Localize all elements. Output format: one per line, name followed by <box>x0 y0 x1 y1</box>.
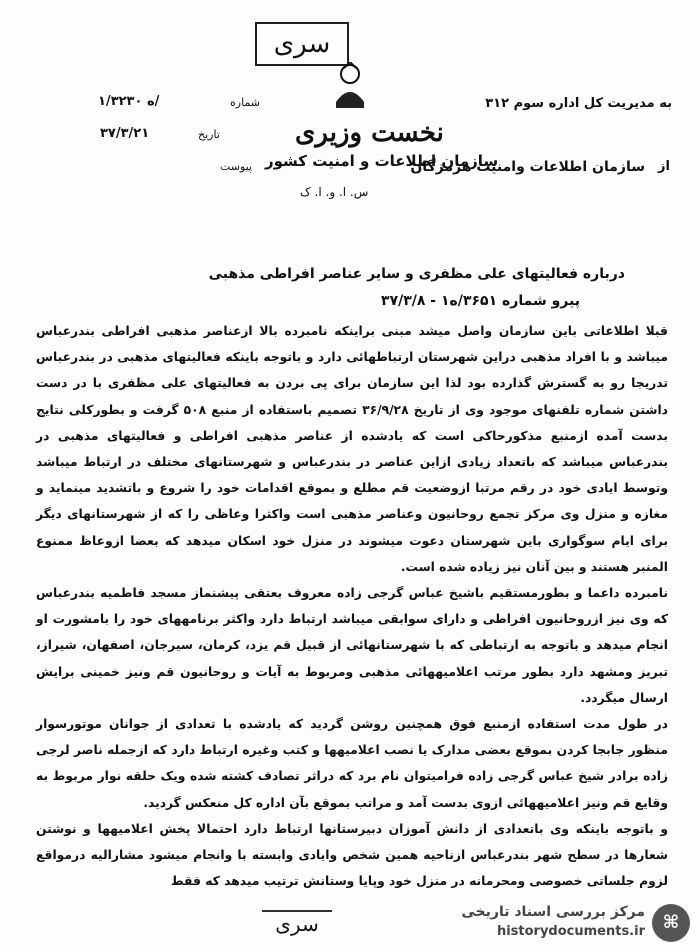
bottom-classification-mark: سری <box>262 910 332 942</box>
reference-line: پیرو شماره ۳۶۵۱/ه۱ - ۳۷/۳/۸ <box>381 293 580 309</box>
date-value: ۳۷/۳/۲۱ <box>100 126 150 141</box>
watermark-title: مرکز بررسی اسناد تاریخی <box>461 904 645 920</box>
body-paragraph: در طول مدت استفاده ازمنبع فوق همچنین روشن گردید که یادشده با تعدادی از جوانان موتورسوار منظور جابجا کردن بموقع بعضی مدارک یا نصب اعلامیهها و کتب وغیره ارتباط دارد که ازجمله ناصر لرجی زاده برادر شیخ عباس گرجی زاده فرامیتوان نام برد که دراثر تصادف کشته شده ویک حلقه نوار مربوط به وقایع قم ونیز اعلامیههائی ازوی بدست آمد و مراتب بموقع بآن اداره کل منعکس گردید. <box>36 717 668 810</box>
archive-watermark <box>378 904 690 944</box>
subject-line: درباره فعالیتهای علی مظفری و سایر عناصر افراطی مذهبی <box>208 266 625 282</box>
body-paragraph: قبلا اطلاعاتی باین سازمان واصل میشد مبنی براینکه نامبرده بالا ازعناصر مذهبی افراطی بندرعباس میباشد و با افراد مذهبی دراین شهرستان ارتباطهائی دارد و باتوجه باینکه فعالیتهای مذهبی در بندرعباس تدریجا رو به گسترش گذارده بود لذا این سازمان برای پی بردن به فعالیتهای علی مظفری با در دست داشتن شماره تلفنهای موجود وی از تاریخ ۳۶/۹/۲۸ تصمیم باستفاده از منبع ۵۰۸ گرفت و بطورکلی نتایج بدست آمده ازمنبع مذکورحاکی است که یادشده از عناصر مذهبی افراطی و فعالیتهای مذهبی در بندرعباس میباشد که باتعداد زیادی ازاین عناصر در بندرعباس و شهرستانهای مختلف در ارتباط میباشد وتوسط ایادی خود در رقم مرتبا ازوضعیت قم مطلع و بموقع اقدامات خود را شروع و باتشدید مینماید و مغازه و منزل وی مرکز تجمع روحانیون وعناصر مذهبی است واکثرا وعاظی را که از شهرستانهای دیگر برای ایام سوگواری باین شهرستان دعوت میشوند در منزل خود اسکان میدهد که بعضا ازوعاظ ممنوع المنبر هستند و بین آنان نیز زیاده شده است. <box>36 324 668 574</box>
number-label: شماره <box>230 96 261 109</box>
body-paragraph: نامبرده داعما و بطورمستقیم باشیخ عباس گرجی زاده معروف بعتقی پیشنماز مسجد فاطمیه بندرعباس که وی نیز ازروحانیون افراطی و دارای سوابقی میباشد ارتباط دارد واکثر برنامههای خود را بامشورت او انجام میدهد و باتوجه به ارتباطی که با شهرستانهائی از قبیل قم یزد، کرمان، سیرجان، اصفهان، شیراز، تبریز ومشهد دارد بطور مرتب اعلامیههائی مذهبی ومربوط به آیات و روحانیون قم ونیز خمینی برایش ارسال میگردد. <box>36 586 668 705</box>
number-value: ۱/ه ۳۲۳۰/ <box>98 94 160 109</box>
lion-and-sun-emblem-icon <box>330 62 370 112</box>
attachment-label: پیوست <box>220 160 253 173</box>
body-paragraph: و باتوجه باینکه وی باتعدادی از دانش آموزان دبیرستانها ارتباط دارد احتمالا پخش اعلامیهها و نوشتن شعارها در سطح شهر بندرعباس ازناحیه همین شخص وایادی وابسته با وانجام میشود مشارالیه درمواقع لزوم جلساتی خصوصی ومحرمانه در منزل خود وپایا وستانش ترتیب میدهد که فقط <box>36 821 668 889</box>
document-body <box>36 318 668 894</box>
archive-logo-icon: ⌘ <box>652 904 690 942</box>
org-title: نخست وزیری <box>295 118 444 148</box>
recipient-line: به مدیریت کل اداره سوم ۳۱۲ <box>485 96 672 111</box>
classification-stamp: سری <box>255 22 349 66</box>
date-label: تاریخ <box>198 128 220 141</box>
sender-org: سازمان اطلاعات وامنیت هرمزگان <box>410 159 645 175</box>
org-subtitle: سازمان اطلاعات و امنیت کشور <box>265 152 499 170</box>
from-label: از <box>658 159 670 174</box>
watermark-url: historydocuments.ir <box>496 924 645 939</box>
org-code: س. ا. و. ا. ک <box>300 185 369 199</box>
